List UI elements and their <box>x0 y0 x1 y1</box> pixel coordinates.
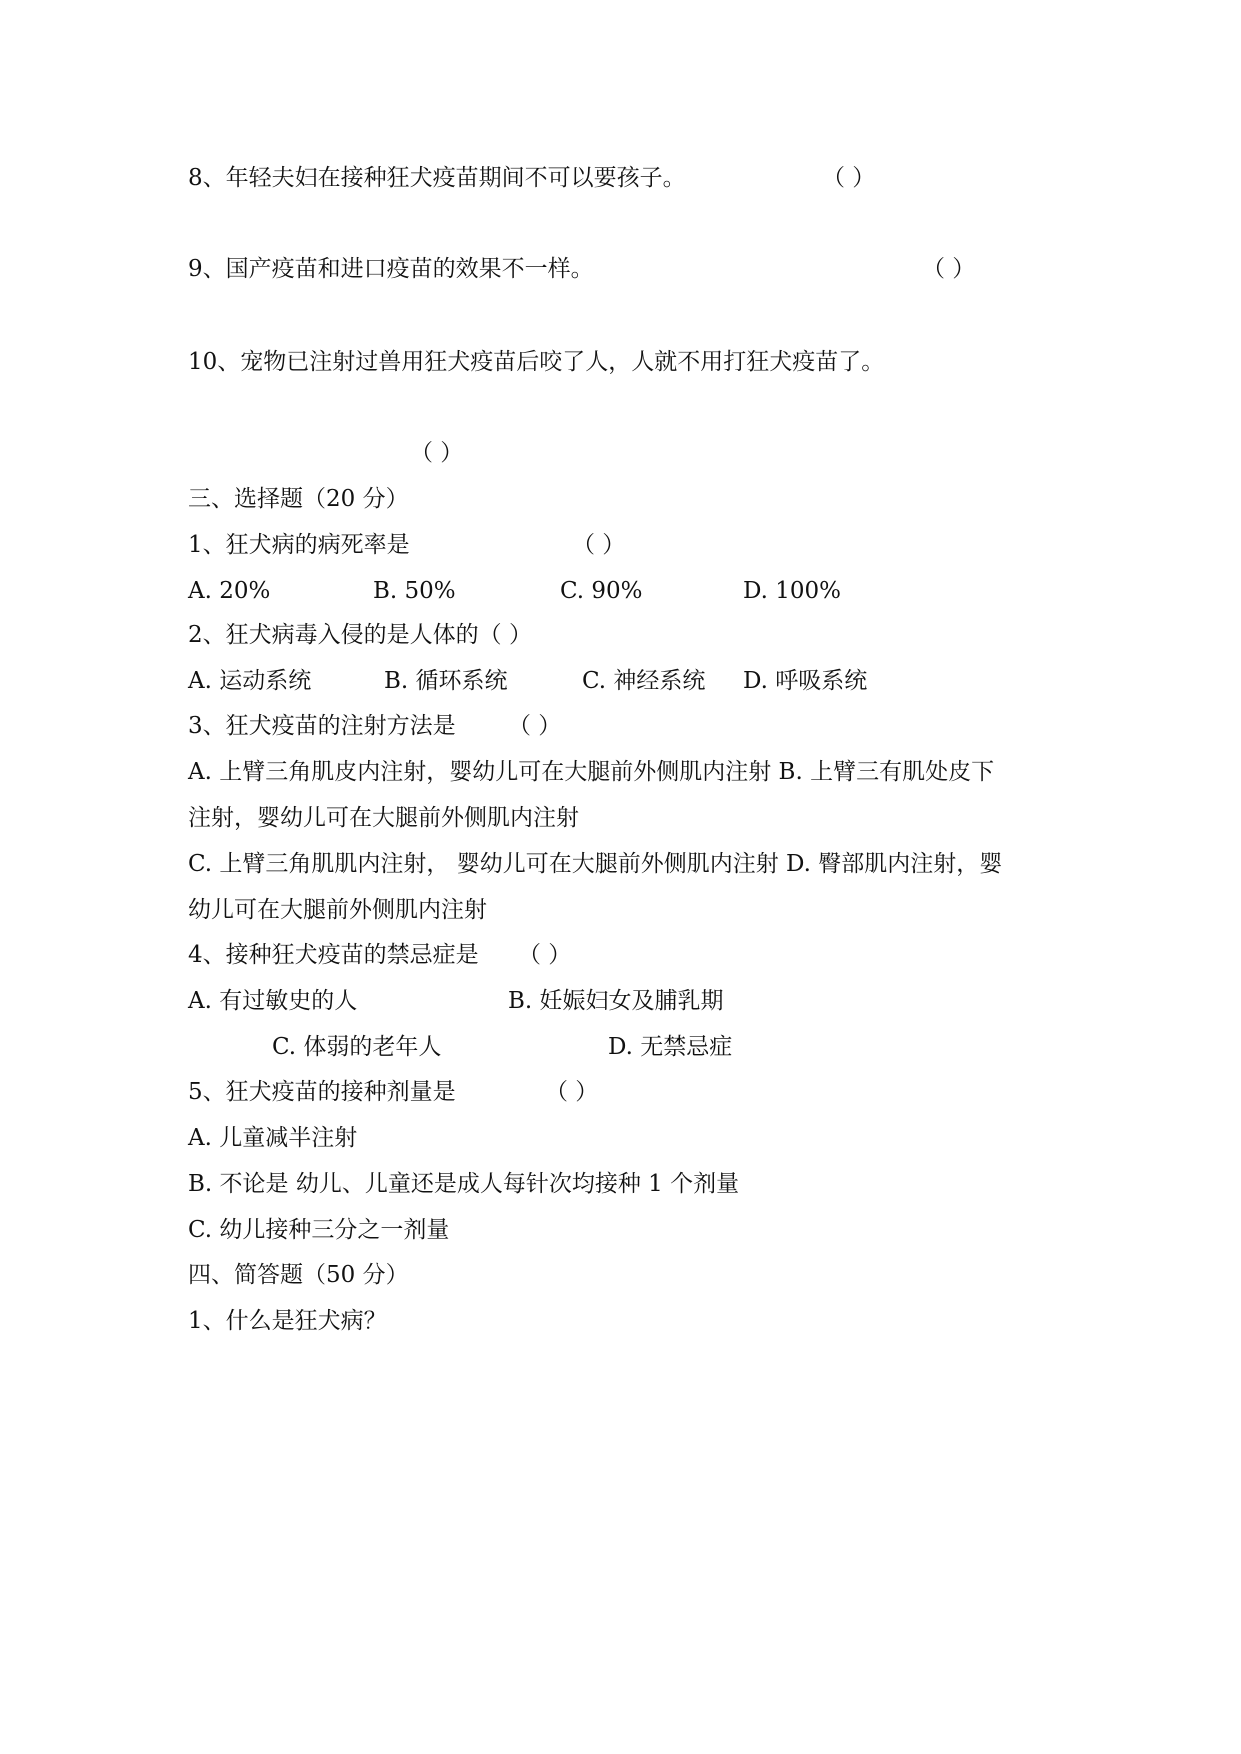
option-text-line: A. 上臂三角肌皮内注射，婴幼儿可在大腿前外侧肌内注射 B. 上臂三有肌处皮下 <box>188 759 995 785</box>
option-a: A. 运动系统 <box>188 668 312 694</box>
section-title-choice: 三、选择题（20 分） <box>188 486 409 512</box>
option-d: D. 无禁忌症 <box>608 1034 733 1060</box>
option-d: D. 呼吸系统 <box>743 668 868 694</box>
option-text-line: C. 上臂三角肌肌内注射， 婴幼儿可在大腿前外侧肌内注射 D. 臀部肌内注射，婴 <box>188 851 1003 877</box>
option-a: A. 儿童减半注射 <box>188 1125 358 1151</box>
choice-question-1: 1、狂犬病的病死率是 <box>188 532 410 558</box>
option-b: B. 不论是 幼儿、儿童还是成人每针次均接种 1 个剂量 <box>188 1171 740 1197</box>
answer-blank-10: （ ） <box>410 440 464 466</box>
judgement-question-8: 8、年轻夫妇在接种狂犬疫苗期间不可以要孩子。 <box>188 165 686 191</box>
choice-question-5: 5、狂犬疫苗的接种剂量是 <box>188 1079 456 1105</box>
option-b: B. 循环系统 <box>384 668 508 694</box>
answer-blank-c3: （ ） <box>508 713 562 739</box>
option-c: C. 幼儿接种三分之一剂量 <box>188 1217 450 1243</box>
answer-blank-c4: （ ） <box>518 942 572 968</box>
judgement-question-9: 9、国产疫苗和进口疫苗的效果不一样。 <box>188 256 594 282</box>
short-answer-question-1: 1、什么是狂犬病？ <box>188 1308 387 1334</box>
option-c: C. 90% <box>560 578 643 604</box>
option-c: C. 体弱的老年人 <box>272 1034 442 1060</box>
answer-blank-9: （ ） <box>922 256 976 282</box>
option-d: D. 100% <box>743 578 841 604</box>
judgement-question-10: 10、宠物已注射过兽用狂犬疫苗后咬了人，人就不用打狂犬疫苗了。 <box>188 349 885 375</box>
answer-blank-8: （ ） <box>822 165 876 191</box>
answer-blank-c1: （ ） <box>572 532 626 558</box>
option-a: A. 有过敏史的人 <box>188 988 358 1014</box>
choice-question-3: 3、狂犬疫苗的注射方法是 <box>188 713 456 739</box>
option-text-line: 注射，婴幼儿可在大腿前外侧肌内注射 <box>188 805 579 831</box>
option-b: B. 50% <box>373 578 456 604</box>
option-b: B. 妊娠妇女及脯乳期 <box>508 988 724 1014</box>
option-c: C. 神经系统 <box>582 668 706 694</box>
choice-question-2: 2、狂犬病毒入侵的是人体的（ ） <box>188 622 532 648</box>
option-a: A. 20% <box>188 578 271 604</box>
choice-question-4: 4、接种狂犬疫苗的禁忌症是 <box>188 942 479 968</box>
section-title-short-answer: 四、简答题（50 分） <box>188 1262 409 1288</box>
answer-blank-c5: （ ） <box>545 1079 599 1105</box>
option-text-line: 幼儿可在大腿前外侧肌内注射 <box>188 897 487 923</box>
